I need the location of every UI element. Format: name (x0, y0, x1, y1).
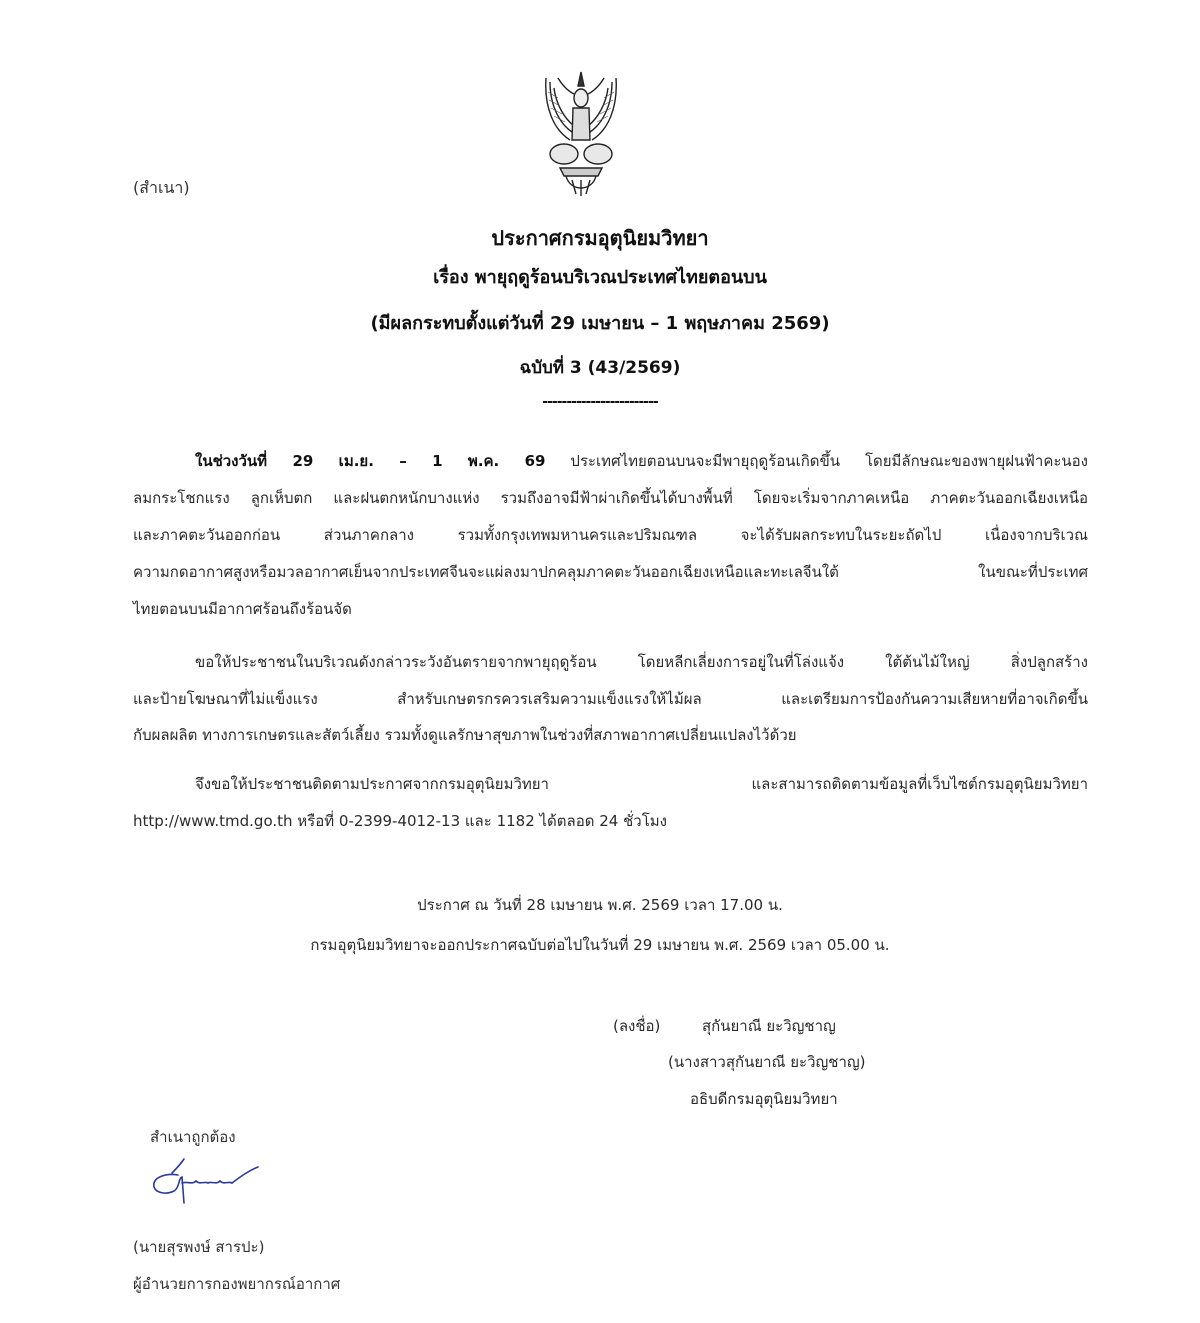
announced-at: ประกาศ ณ วันที่ 28 เมษายน พ.ศ. 2569 เวลา 17.00 น. (417, 896, 783, 914)
paragraph-1-line-1: ในช่วงวันที่ 29 เม.ย. – 1 พ.ค. 69 ประเทศไทยตอนบนจะมีพายุฤดูร้อนเกิดขึ้น โดยมีลักษณะของพายุฝนฟ้าคะนอง (195, 452, 1088, 470)
paragraph-1-lead: ในช่วงวันที่ 29 เม.ย. – 1 พ.ค. 69 (195, 452, 546, 470)
garuda-emblem-icon (540, 68, 622, 200)
certifier-position: ผู้อำนวยการกองพยากรณ์อากาศ (133, 1275, 341, 1293)
paragraph-2-line-1: ขอให้ประชาชนในบริเวณดังกล่าวระวังอันตรายจากพายุฤดูร้อน โดยหลีกเลี่ยงการอยู่ในที่โล่งแจ้ง ใต้ต้นไม้ใหญ่ สิ่งปลูกสร้าง (195, 653, 1088, 671)
divider: ------------------------ (542, 394, 658, 410)
paragraph-1-line-2: ลมกระโชกแรง ลูกเห็บตก และฝนตกหนักบางแห่ง รวมถึงอาจมีฟ้าผ่าเกิดขึ้นได้บางพื้นที่ โดยจะเริ่มจากภาคเหนือ ภาคตะวันออกเฉียงเหนือ (133, 489, 1088, 507)
paragraph-2-line-2: และป้ายโฆษณาที่ไม่แข็งแรง สำหรับเกษตรกรควรเสริมความแข็งแรงให้ไม้ผล และเตรียมการป้องกันความเสียหายที่อาจเกิดขึ้น (133, 690, 1088, 708)
issue-number: ฉบับที่ 3 (43/2569) (519, 358, 681, 378)
signatory-full-name: (นางสาวสุกันยาณี ยะวิญชาญ) (668, 1053, 866, 1071)
announcement-subject: เรื่อง พายุฤดูร้อนบริเวณประเทศไทยตอนบน (433, 267, 767, 288)
paragraph-3-line-1: จึงขอให้ประชาชนติดตามประกาศจากกรมอุตุนิยมวิทยา และสามารถติดตามข้อมูลที่เว็บไซต์กรมอุตุนิยมวิทยา (195, 775, 1088, 793)
signed-name: สุกันยาณี ยะวิญชาญ (702, 1017, 836, 1035)
next-issue: กรมอุตุนิยมวิทยาจะออกประกาศฉบับต่อไปในวันที่ 29 เมษายน พ.ศ. 2569 เวลา 05.00 น. (310, 936, 890, 954)
certified-copy-label: สำเนาถูกต้อง (150, 1128, 236, 1146)
handwritten-signature-icon (148, 1155, 263, 1210)
paragraph-3-line-2: http://www.tmd.go.th หรือที่ 0-2399-4012-13 และ 1182 ได้ตลอด 24 ชั่วโมง (133, 812, 667, 830)
paragraph-1-line-5: ไทยตอนบนมีอากาศร้อนถึงร้อนจัด (133, 600, 352, 618)
signatory-position: อธิบดีกรมอุตุนิยมวิทยา (690, 1090, 838, 1108)
paragraph-2-line-3: กับผลผลิต ทางการเกษตรและสัตว์เลี้ยง รวมทั้งดูแลรักษาสุขภาพในช่วงที่สภาพอากาศเปลี่ยนแปลงไว้ด้วย (133, 726, 797, 744)
announcement-title: ประกาศกรมอุตุนิยมวิทยา (491, 226, 709, 250)
paragraph-1-line-3: และภาคตะวันออกก่อน ส่วนภาคกลาง รวมทั้งกรุงเทพมหานครและปริมณฑล จะได้รับผลกระทบในระยะถัดไป เนื่องจากบริเวณ (133, 526, 1088, 544)
certifier-name: (นายสุรพงษ์ สารปะ) (133, 1238, 265, 1256)
copy-label: (สำเนา) (133, 178, 190, 197)
signed-label: (ลงชื่อ) (613, 1017, 661, 1035)
effect-period: (มีผลกระทบตั้งแต่วันที่ 29 เมษายน – 1 พฤษภาคม 2569) (370, 313, 830, 334)
paragraph-1-line-4: ความกดอากาศสูงหรือมวลอากาศเย็นจากประเทศจีนจะแผ่ลงมาปกคลุมภาคตะวันออกเฉียงเหนือและทะเลจีนใต้ ในขณะที่ประเทศ (133, 563, 1088, 581)
